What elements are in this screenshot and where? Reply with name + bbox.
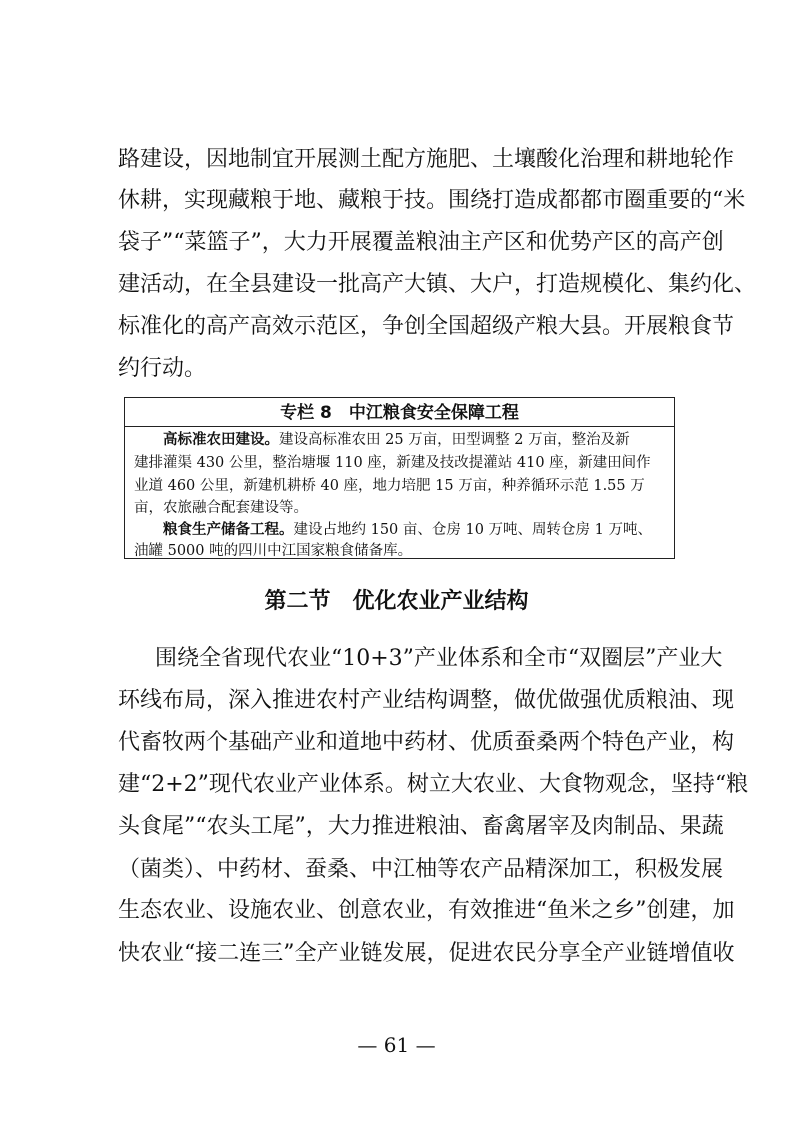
item-text: 建设占地约 150 亩、仓房 10 万吨、周转仓房 1 万吨、	[293, 522, 653, 538]
body-text-line: 代畜牧两个基础产业和道地中药材、优质蚕桑两个特色产业，构	[118, 730, 735, 755]
body-text-line: 快农业“接二连三”全产业链发展，促进农民分享全产业链增值收	[118, 941, 735, 966]
body-text-line: 建“2+2”现代农业产业体系。树立大农业、大食物观念，坚持“粮	[118, 772, 749, 797]
column-box-text-line: 油罐 5000 吨的四川中江国家粮食储备库。	[134, 543, 413, 559]
body-text-line: 标准化的高产高效示范区，争创全国超级产粮大县。开展粮食节	[118, 314, 735, 339]
item-text: 建设高标准农田 25 万亩，田型调整 2 万亩，整治及新	[279, 432, 630, 448]
column-box-text-line: 建排灌渠 430 公里，整治塘堰 110 座，新建及技改提灌站 410 座，新建田间作	[134, 455, 651, 471]
column-box-text-line: 亩，农旅融合配套建设等。	[134, 500, 308, 516]
body-text-line: 约行动。	[118, 356, 207, 381]
page-number: — 61 —	[357, 1033, 436, 1057]
body-text-line: 环线布局，深入推进农村产业结构调整，做优做强优质粮油、现	[118, 688, 735, 713]
body-text-line: 建活动，在全县建设一批高产大镇、大户，打造规模化、集约化、	[118, 272, 757, 297]
column-box-title: 专栏 8 中江粮食安全保障工程	[280, 403, 519, 423]
column-box-divider	[125, 426, 674, 427]
item-heading: 高标准农田建设。	[163, 432, 279, 448]
item-heading: 粮食生产储备工程。	[163, 522, 294, 538]
column-box-text-line: 业道 460 公里，新建机耕桥 40 座，地力培肥 15 万亩，种养循环示范 1.55 万	[134, 478, 645, 494]
body-text-line: 袋子”“菜篮子”，大力开展覆盖粮油主产区和优势产区的高产创	[118, 230, 724, 255]
body-text-line: 休耕，实现藏粮于地、藏粮于技。围绕打造成都都市圈重要的“米	[118, 188, 746, 213]
section-heading: 第二节 优化农业产业结构	[264, 589, 529, 614]
column-box-item-farmland	[163, 430, 630, 450]
body-text-line: 生态农业、设施农业、创意农业，有效推进“鱼米之乡”创建，加	[118, 898, 735, 923]
body-text-line: 路建设，因地制宜开展测土配方施肥、土壤酸化治理和耕地轮作	[118, 147, 735, 172]
column-box-item-grain-reserve	[163, 520, 652, 540]
body-text-line: （菌类）、中药材、蚕桑、中江柚等农产品精深加工，积极发展	[118, 857, 724, 882]
body-text-line: 头食尾”“农头工尾”，大力推进粮油、畜禽屠宰及肉制品、果蔬	[118, 814, 724, 839]
body-text-line: 围绕全省现代农业“10+3”产业体系和全市“双圈层”产业大	[155, 646, 723, 671]
column-box	[124, 397, 675, 559]
